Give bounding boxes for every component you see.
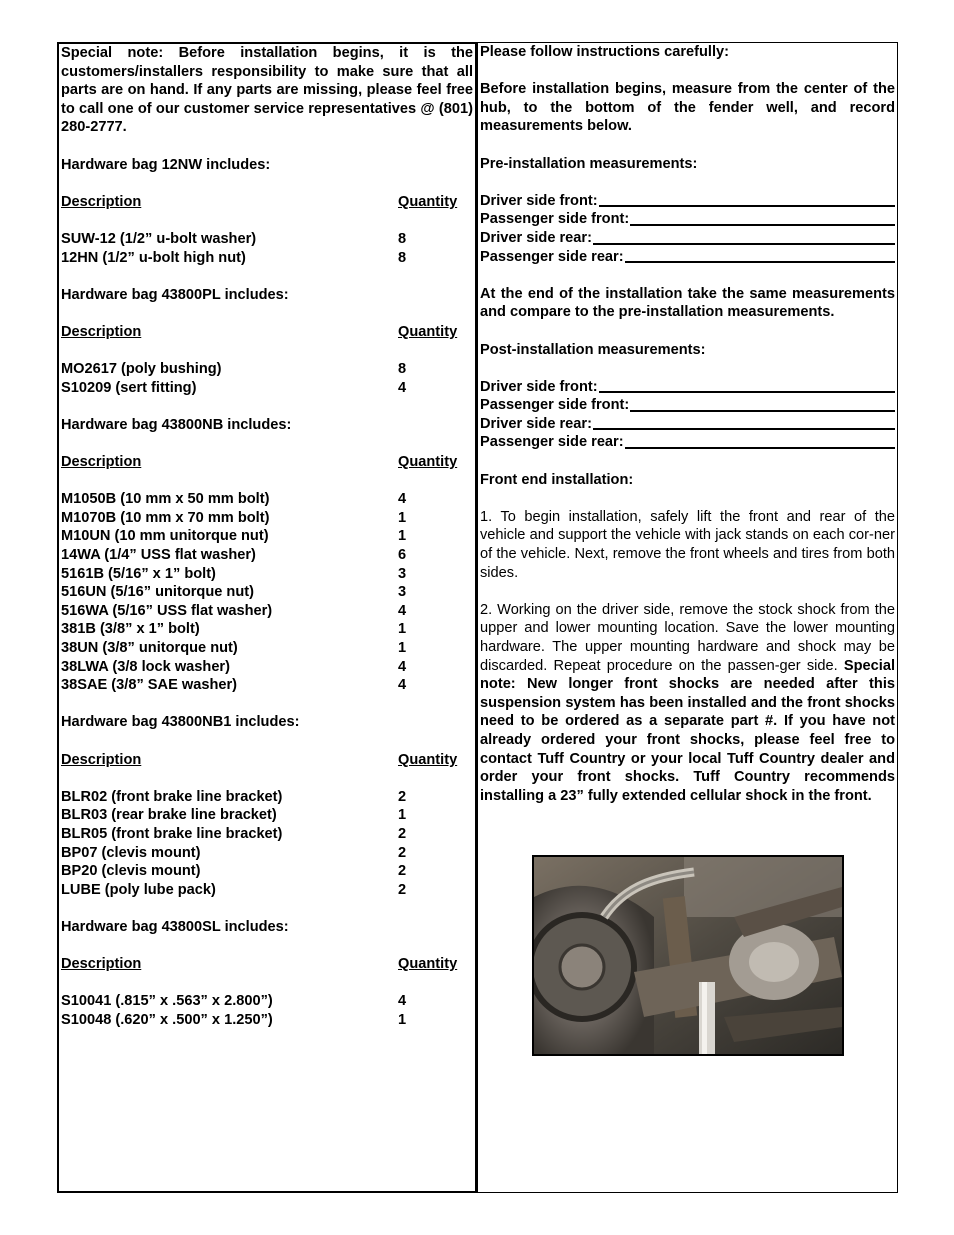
measurement-field[interactable] bbox=[480, 210, 895, 229]
bag-title: Hardware bag 43800NB includes: bbox=[61, 416, 292, 433]
part-quantity: 1 bbox=[398, 640, 407, 656]
measurement-field[interactable] bbox=[480, 396, 895, 415]
part-quantity: 4 bbox=[398, 491, 407, 508]
suspension-photo-illustration bbox=[534, 857, 842, 1054]
measurement-blank-line[interactable] bbox=[593, 415, 895, 431]
measurement-blank-line[interactable] bbox=[625, 248, 895, 264]
measurement-blank-line[interactable] bbox=[625, 433, 895, 449]
part-description: MO2617 (poly bushing) bbox=[61, 361, 222, 378]
part-description: BLR05 (front brake line bracket) bbox=[61, 825, 283, 842]
measurement-blank-line[interactable] bbox=[599, 378, 895, 394]
part-quantity: 4 bbox=[398, 677, 407, 694]
step-2 bbox=[480, 601, 895, 806]
part-quantity: 2 bbox=[398, 844, 407, 861]
part-quantity: 8 bbox=[398, 230, 407, 247]
part-description: BP20 (clevis mount) bbox=[61, 863, 201, 880]
measurement-label: Driver side rear: bbox=[480, 415, 592, 432]
description-header: Description bbox=[61, 323, 142, 340]
part-quantity: 8 bbox=[398, 361, 407, 378]
part-description: LUBE (poly lube pack) bbox=[61, 881, 216, 898]
measurement-blank-line[interactable] bbox=[599, 192, 895, 208]
part-row bbox=[61, 565, 473, 584]
part-row bbox=[61, 602, 473, 621]
part-description: 38SAE (3/8” SAE washer) bbox=[61, 677, 238, 694]
measurement-field[interactable] bbox=[480, 248, 895, 267]
quantity-header: Quantity bbox=[398, 956, 458, 973]
part-quantity: 1 bbox=[398, 509, 407, 526]
part-quantity: 2 bbox=[398, 825, 407, 842]
part-description: M10UN (10 mm unitorque nut) bbox=[61, 528, 269, 545]
part-row bbox=[61, 527, 473, 546]
part-row bbox=[61, 676, 473, 695]
part-quantity: 8 bbox=[398, 249, 407, 266]
pre-measurements-title: Pre-installation measurements: bbox=[480, 155, 698, 172]
bag-table-header bbox=[61, 453, 473, 472]
description-header: Description bbox=[61, 454, 142, 471]
part-row bbox=[61, 992, 473, 1011]
quantity-header: Quantity bbox=[398, 751, 458, 768]
part-row bbox=[61, 844, 473, 863]
hardware-bags bbox=[61, 156, 473, 1030]
measurement-label: Passenger side front: bbox=[480, 397, 630, 414]
part-row bbox=[61, 788, 473, 807]
measurement-field[interactable] bbox=[480, 192, 895, 211]
at-end-paragraph: At the end of the installation take the same measurements and compare to the pre-installation measurements. bbox=[480, 285, 895, 321]
part-quantity: 3 bbox=[398, 565, 407, 582]
part-row bbox=[61, 658, 473, 677]
part-description: 381B (3/8” x 1” bolt) bbox=[61, 621, 200, 638]
measurement-blank-line[interactable] bbox=[630, 396, 895, 412]
part-description: 38UN (3/8” unitorque nut) bbox=[61, 640, 238, 656]
part-row bbox=[61, 490, 473, 509]
bag-table-header bbox=[61, 955, 473, 974]
part-row bbox=[61, 379, 473, 398]
measurement-label: Driver side rear: bbox=[480, 229, 592, 246]
bag-table-header bbox=[61, 323, 473, 342]
part-description: S10048 (.620” x .500” x 1.250”) bbox=[61, 1011, 273, 1028]
bag-title: Hardware bag 43800SL includes: bbox=[61, 918, 289, 935]
bag-title: Hardware bag 12NW includes: bbox=[61, 156, 271, 173]
measurement-blank-line[interactable] bbox=[593, 229, 895, 245]
description-header: Description bbox=[61, 956, 142, 973]
quantity-header: Quantity bbox=[398, 454, 458, 471]
part-quantity: 2 bbox=[398, 881, 407, 898]
part-description: 516UN (5/16” unitorque nut) bbox=[61, 584, 254, 601]
follow-instructions: Please follow instructions carefully: bbox=[480, 44, 729, 60]
part-row bbox=[61, 360, 473, 379]
measurement-field[interactable] bbox=[480, 415, 895, 434]
description-header: Description bbox=[61, 193, 142, 210]
part-quantity: 2 bbox=[398, 788, 407, 805]
measurement-field[interactable] bbox=[480, 378, 895, 397]
part-quantity: 1 bbox=[398, 528, 407, 545]
part-quantity: 4 bbox=[398, 993, 407, 1010]
post-measurements-title: Post-installation measurements: bbox=[480, 341, 706, 358]
quantity-header: Quantity bbox=[398, 193, 458, 210]
part-quantity: 1 bbox=[398, 807, 407, 824]
step-2-text: 2. Working on the driver side, remove the stock shock from the upper and lower mounting location. Save the lower mounting hardware. The upper mounting hardware and shock may be discarded. Repeat procedure on the passen-ger side. bbox=[480, 601, 895, 674]
post-measurements bbox=[480, 378, 895, 452]
part-description: 516WA (5/16” USS flat washer) bbox=[61, 602, 273, 619]
part-quantity: 4 bbox=[398, 658, 407, 675]
measurement-label: Passenger side rear: bbox=[480, 434, 624, 451]
part-row bbox=[61, 806, 473, 825]
part-description: BLR02 (front brake line bracket) bbox=[61, 788, 283, 805]
part-row bbox=[61, 230, 473, 249]
description-header: Description bbox=[61, 751, 142, 768]
left-column bbox=[57, 42, 478, 1193]
part-row bbox=[61, 825, 473, 844]
part-description: SUW-12 (1/2” u-bolt washer) bbox=[61, 230, 257, 247]
measurement-blank-line[interactable] bbox=[630, 210, 895, 226]
part-row bbox=[61, 546, 473, 565]
pre-measurements bbox=[480, 192, 895, 266]
part-quantity: 4 bbox=[398, 602, 407, 619]
measurement-field[interactable] bbox=[480, 229, 895, 248]
measurement-label: Driver side front: bbox=[480, 378, 598, 395]
front-suspension-photo bbox=[532, 855, 844, 1056]
part-quantity: 1 bbox=[398, 621, 407, 638]
part-description: S10041 (.815” x .563” x 2.800”) bbox=[61, 993, 273, 1010]
part-row bbox=[61, 881, 473, 900]
part-description: 38LWA (3/8 lock washer) bbox=[61, 658, 230, 675]
measurement-label: Driver side front: bbox=[480, 192, 598, 209]
part-row bbox=[61, 1011, 473, 1030]
step-2-special-note: Special note: New longer front shocks are needed after this suspension system has been installed and the front shocks need to be ordered as a separate part #. If you have not already ordered your front shocks, please feel free to contact Tuff Country or your local Tuff Country dealer and order your front shocks. Tuff Country recommends installing a 23” fully extended cellular shock in the front. bbox=[480, 657, 895, 804]
part-description: M1050B (10 mm x 50 mm bolt) bbox=[61, 491, 270, 508]
part-description: S10209 (sert fitting) bbox=[61, 379, 197, 396]
part-row bbox=[61, 620, 473, 639]
measurement-label: Passenger side front: bbox=[480, 211, 630, 228]
part-description: BLR03 (rear brake line bracket) bbox=[61, 807, 277, 824]
bag-title: Hardware bag 43800PL includes: bbox=[61, 286, 289, 303]
part-row bbox=[61, 639, 473, 658]
bag-title: Hardware bag 43800NB1 includes: bbox=[61, 714, 300, 731]
part-row bbox=[61, 249, 473, 268]
part-quantity: 6 bbox=[398, 547, 407, 564]
part-row bbox=[61, 862, 473, 881]
part-row bbox=[61, 509, 473, 528]
quantity-header: Quantity bbox=[398, 323, 458, 340]
special-note: Special note: Before installation begins, it is the customers/installers responsibility to make sure that all parts are on hand. If any parts are missing, please feel free to call one of our customer service representatives @ (801) 280-2777. bbox=[61, 45, 473, 136]
measurement-label: Passenger side rear: bbox=[480, 248, 624, 265]
part-description: BP07 (clevis mount) bbox=[61, 844, 201, 861]
step-1: 1. To begin installation, safely lift the front and rear of the vehicle and support the vehicle with jack stands on each cor-ner of the vehicle. Next, remove the front wheels and tires from both sides. bbox=[480, 508, 895, 581]
part-quantity: 3 bbox=[398, 584, 407, 601]
part-quantity: 4 bbox=[398, 379, 407, 396]
part-description: 14WA (1/4” USS flat washer) bbox=[61, 547, 256, 564]
bag-table-header bbox=[61, 193, 473, 212]
part-quantity: 1 bbox=[398, 1011, 407, 1028]
front-end-title: Front end installation: bbox=[480, 471, 634, 488]
part-description: 5161B (5/16” x 1” bolt) bbox=[61, 565, 216, 582]
measurement-field[interactable] bbox=[480, 433, 895, 452]
part-quantity: 2 bbox=[398, 863, 407, 880]
bag-table-header bbox=[61, 751, 473, 770]
part-description: 12HN (1/2” u-bolt high nut) bbox=[61, 249, 246, 266]
part-description: M1070B (10 mm x 70 mm bolt) bbox=[61, 509, 270, 526]
part-row bbox=[61, 583, 473, 602]
before-paragraph: Before installation begins, measure from the center of the hub, to the bottom of the fender well, and record measurements below. bbox=[480, 81, 895, 135]
